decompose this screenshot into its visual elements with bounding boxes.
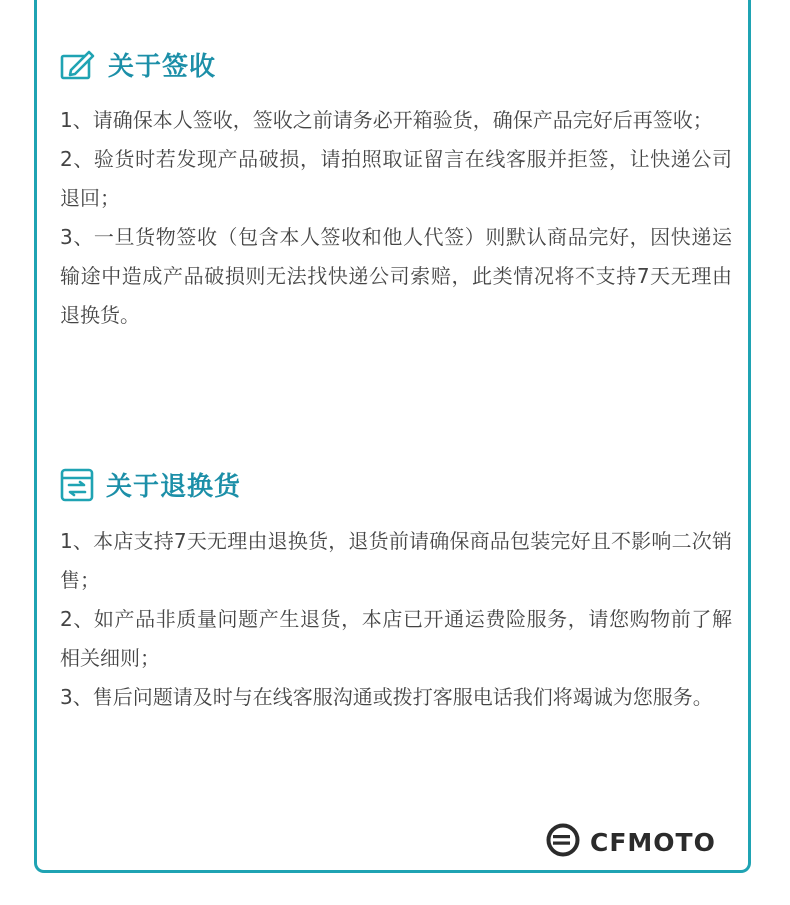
section-body-receipt [60,101,732,335]
section-title: 关于退换货 [106,472,242,502]
section-body-returns [60,522,732,717]
paragraph: 2、如产品非质量问题产生退货，本店已开通运费险服务，请您购物前了解相关细则； [60,607,732,670]
paragraph: 1、请确保本人签收，签收之前请务必开箱验货，确保产品完好后再签收； [60,108,713,132]
paragraph: 2、验货时若发现产品破损，请拍照取证留言在线客服并拒签，让快递公司退回； [60,147,732,210]
section-title: 关于签收 [108,52,217,82]
brand-logo [544,823,716,861]
paragraph: 3、售后问题请及时与在线客服沟通或拨打客服电话我们将竭诚为您服务。 [60,685,713,709]
pen-edit-icon [60,49,96,81]
cfmoto-logo-icon [544,823,582,861]
section-header-receipt [60,46,216,83]
brand-name: CFMOTO [590,827,716,857]
section-header-returns [60,466,241,503]
exchange-list-icon [60,468,94,502]
paragraph: 3、一旦货物签收（包含本人签收和他人代签）则默认商品完好，因快递运输途中造成产品破损则无法找快递公司索赔，此类情况将不支持7天无理由退换货。 [60,225,732,327]
paragraph: 1、本店支持7天无理由退换货，退货前请确保商品包装完好且不影响二次销售； [60,529,732,592]
